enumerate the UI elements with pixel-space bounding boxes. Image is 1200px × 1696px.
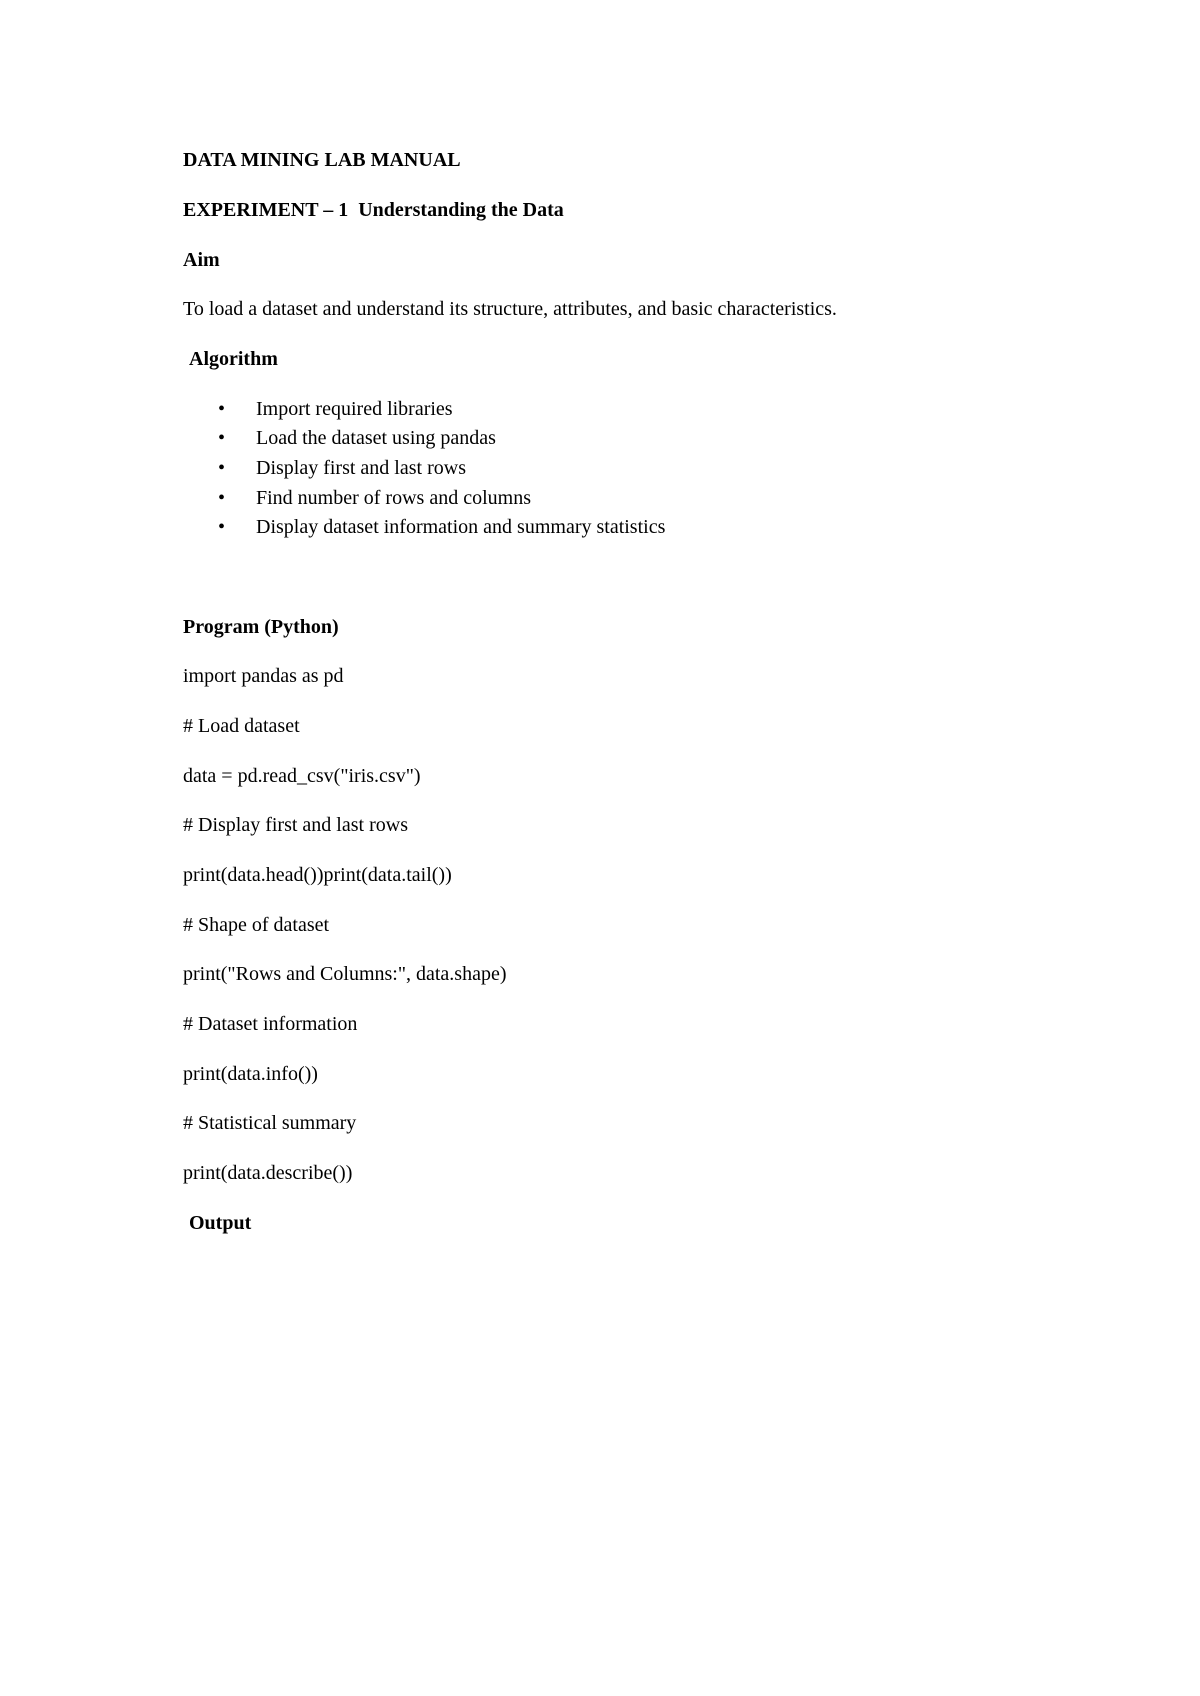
algorithm-step: Import required libraries	[256, 398, 453, 420]
aim-heading: Aim	[183, 249, 220, 271]
code-comment: # Dataset information	[183, 1013, 358, 1035]
bullet-icon: •	[218, 457, 226, 479]
bullet-icon: •	[218, 516, 226, 538]
list-item	[0, 514, 900, 540]
code-line: data = pd.read_csv("iris.csv")	[183, 765, 421, 787]
list-item	[0, 425, 900, 451]
list-item	[0, 396, 900, 422]
code-line: print(data.head())print(data.tail())	[183, 864, 452, 886]
program-heading: Program (Python)	[183, 616, 339, 638]
code-comment: # Load dataset	[183, 715, 300, 737]
code-comment: # Shape of dataset	[183, 914, 330, 936]
code-line: print("Rows and Columns:", data.shape)	[183, 963, 507, 985]
document-title: DATA MINING LAB MANUAL	[183, 149, 461, 171]
list-item	[0, 455, 900, 481]
bullet-icon: •	[218, 487, 226, 509]
algorithm-step: Find number of rows and columns	[256, 487, 531, 509]
code-line: import pandas as pd	[183, 665, 344, 687]
algorithm-step: Display dataset information and summary statistics	[256, 516, 666, 538]
bullet-icon: •	[218, 427, 226, 449]
code-comment: # Statistical summary	[183, 1112, 357, 1134]
output-heading: Output	[189, 1212, 252, 1234]
algorithm-heading: Algorithm	[189, 348, 278, 370]
algorithm-step: Display first and last rows	[256, 457, 466, 479]
bullet-icon: •	[218, 398, 226, 420]
algorithm-step: Load the dataset using pandas	[256, 427, 496, 449]
code-comment: # Display first and last rows	[183, 814, 408, 836]
experiment-heading: EXPERIMENT – 1 Understanding the Data	[183, 199, 564, 221]
aim-text: To load a dataset and understand its structure, attributes, and basic characteristics.	[183, 298, 837, 320]
code-line: print(data.describe())	[183, 1162, 353, 1184]
code-line: print(data.info())	[183, 1063, 318, 1085]
list-item	[0, 485, 900, 511]
